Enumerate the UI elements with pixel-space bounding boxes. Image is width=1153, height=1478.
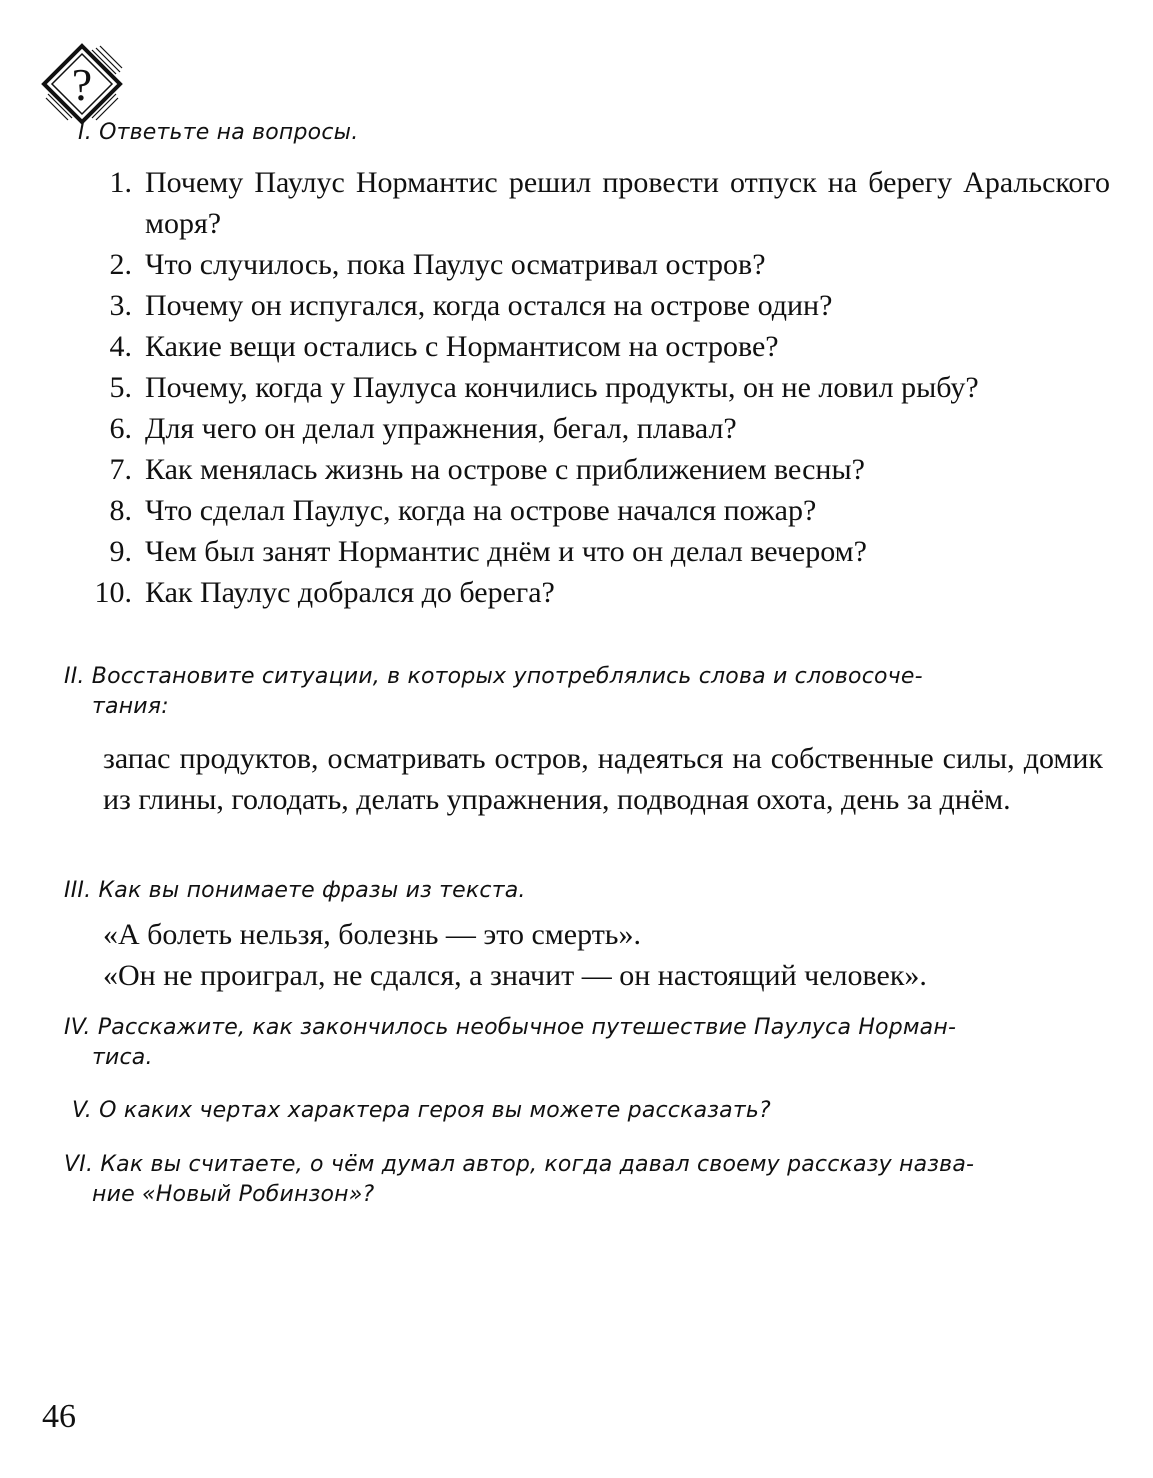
question-item (0, 162, 1110, 244)
question-item (0, 572, 1110, 613)
question-item (0, 326, 1110, 367)
questions-list (0, 162, 1110, 613)
section-1-title: Ответьте на вопросы. (99, 120, 359, 145)
page-number: 46 (42, 1398, 76, 1435)
question-item (0, 285, 1110, 326)
section-2-title-line2: тания: (92, 694, 169, 719)
question-item (0, 490, 1110, 531)
section-1-number: I. (78, 120, 92, 145)
question-item (0, 449, 1110, 490)
question-number: 3. (109, 289, 132, 322)
question-text: Чем был занят Нормантис днём и что он делал вечером? (145, 535, 867, 568)
section-6-title-line2: ние «Новый Робинзон»? (92, 1182, 375, 1207)
question-text: Как Паулус добрался до берега? (145, 576, 555, 609)
question-text: Почему Паулус Нормантис решил провести отпуск на берегу Аральского моря? (145, 166, 1110, 240)
section-2-title-line1: Восстановите ситуации, в которых употреблялись слова и словосоче- (91, 664, 923, 689)
section-5-heading (72, 1096, 1108, 1126)
question-number: 2. (109, 248, 132, 281)
section-4-heading (64, 1013, 1108, 1073)
section-4-title-line2: тиса. (92, 1045, 153, 1070)
question-text: Почему он испугался, когда остался на острове один? (145, 289, 833, 322)
section-2-number: II. (64, 664, 85, 689)
question-text: Как менялась жизнь на острове с приближением весны? (145, 453, 865, 486)
section-2-text: запас продуктов, осматривать остров, надеяться на собственные силы, домик из глины, голодать, делать упражнения, подводная охота, день за днём. (103, 742, 1103, 816)
quote-2: «Он не проиграл, не сдался, а значит — он настоящий человек». (103, 959, 927, 992)
section-6-heading (64, 1150, 1108, 1210)
section-2-heading (64, 662, 1108, 722)
quote-1: «А болеть нельзя, болезнь — это смерть». (103, 918, 641, 951)
question-item (0, 244, 1110, 285)
question-mark-icon (40, 42, 124, 126)
question-number: 10. (94, 576, 132, 609)
question-item (0, 408, 1110, 449)
question-text: Почему, когда у Паулуса кончились продукты, он не ловил рыбу? (145, 371, 979, 404)
section-5-title: О каких чертах характера героя вы можете рассказать? (99, 1098, 771, 1123)
question-number: 5. (109, 371, 132, 404)
section-5-number: V. (72, 1098, 92, 1123)
section-3-heading (64, 876, 1108, 906)
question-text: Какие вещи остались с Нормантисом на острове? (145, 330, 779, 363)
question-number: 1. (109, 166, 132, 199)
section-4-title-line1: Расскажите, как закончилось необычное путешествие Паулуса Норман- (97, 1015, 957, 1040)
question-item (0, 367, 1110, 408)
section-3-number: III. (64, 878, 92, 903)
question-number: 4. (109, 330, 132, 363)
question-number: 7. (109, 453, 132, 486)
section-1-heading (78, 118, 1108, 148)
question-item (0, 531, 1110, 572)
question-number: 8. (109, 494, 132, 527)
section-6-number: VI. (64, 1152, 94, 1177)
question-text: Для чего он делал упражнения, бегал, плавал? (145, 412, 737, 445)
section-6-title-line1: Как вы считаете, о чём думал автор, когда давал своему рассказу назва- (100, 1152, 975, 1177)
question-text: Что сделал Паулус, когда на острове начался пожар? (145, 494, 817, 527)
section-3-title: Как вы понимаете фразы из текста. (98, 878, 526, 903)
section-4-number: IV. (64, 1015, 91, 1040)
question-number: 9. (109, 535, 132, 568)
question-number: 6. (109, 412, 132, 445)
svg-text:?: ? (71, 59, 93, 110)
question-text: Что случилось, пока Паулус осматривал остров? (145, 248, 766, 281)
